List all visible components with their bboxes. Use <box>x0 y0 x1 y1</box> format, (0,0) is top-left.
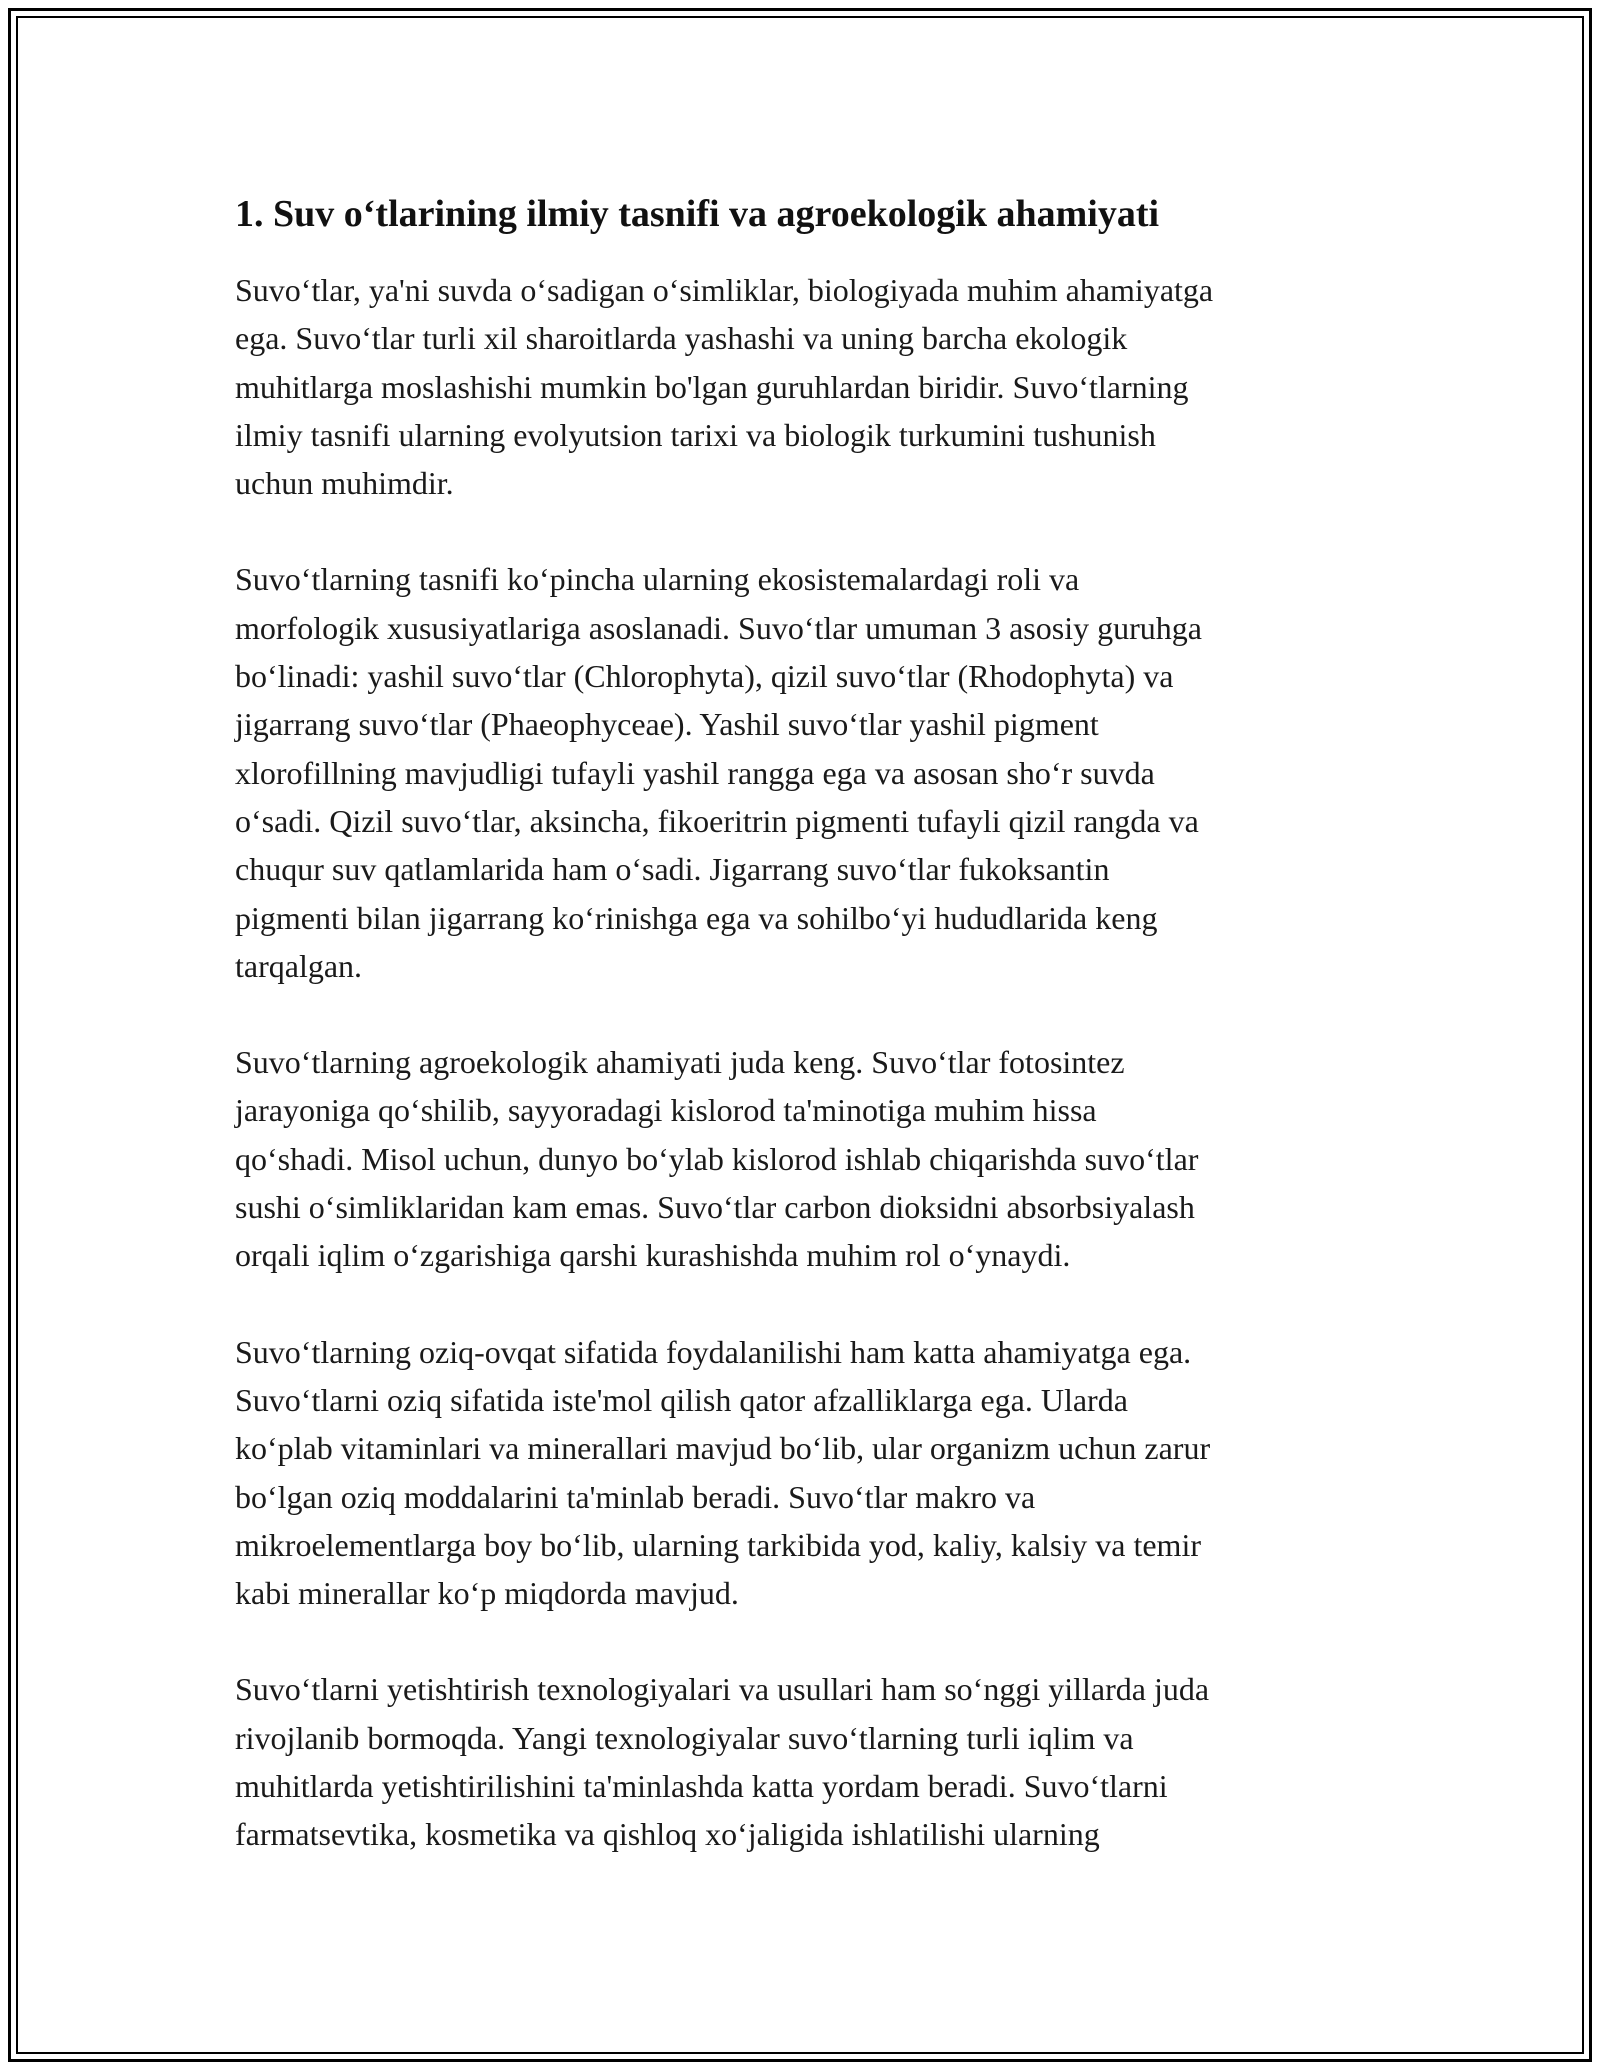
paragraph-line: orqali iqlim o‘zgarishiga qarshi kurashishda muhim rol o‘ynaydi. <box>235 1237 1071 1274</box>
section-heading: 1. Suv o‘tlarining ilmiy tasnifi va agroekologik ahamiyati <box>235 193 1160 235</box>
paragraph-line: qo‘shadi. Misol uchun, dunyo bo‘ylab kislorod ishlab chiqarishda suvo‘tlar <box>235 1140 1199 1177</box>
paragraph-2 <box>235 555 1370 990</box>
paragraph-line: o‘sadi. Qizil suvo‘tlar, aksincha, fikoeritrin pigmenti tufayli qizil rangda va <box>235 802 1199 839</box>
document-body <box>235 186 1370 1907</box>
paragraph-line: xlorofillning mavjudligi tufayli yashil rangga ega va asosan sho‘r suvda <box>235 754 1155 791</box>
paragraph-line: Suvo‘tlarni yetishtirish texnologiyalari va usullari ham so‘nggi yillarda juda <box>235 1671 1210 1708</box>
paragraph-line: Suvo‘tlarni oziq sifatida iste'mol qilish qator afzalliklarga ega. Ularda <box>235 1381 1128 1418</box>
paragraph-line: mikroelementlarga boy bo‘lib, ularning tarkibida yod, kaliy, kalsiy va temir <box>235 1526 1201 1563</box>
paragraph-line: ko‘plab vitaminlari va minerallari mavjud bo‘lib, ular organizm uchun zarur <box>235 1430 1211 1467</box>
paragraph-line: bo‘linadi: yashil suvo‘tlar (Chlorophyta), qizil suvo‘tlar (Rhodophyta) va <box>235 658 1174 695</box>
paragraph-line: jigarrang suvo‘tlar (Phaeophyceae). Yashil suvo‘tlar yashil pigment <box>235 706 1099 743</box>
paragraph-3 <box>235 1038 1370 1279</box>
paragraph-line: sushi o‘simliklaridan kam emas. Suvo‘tlar carbon dioksidni absorbsiyalash <box>235 1189 1195 1226</box>
paragraph-4 <box>235 1328 1370 1618</box>
paragraph-line: muhitlarda yetishtirilishini ta'minlashda katta yordam beradi. Suvo‘tlarni <box>235 1768 1168 1805</box>
paragraph-line: ega. Suvo‘tlar turli xil sharoitlarda yashashi va uning barcha ekologik <box>235 320 1128 357</box>
paragraph-line: uchun muhimdir. <box>235 465 454 502</box>
paragraph-line: ilmiy tasnifi ularning evolyutsion tarixi va biologik turkumini tushunish <box>235 416 1156 453</box>
paragraph-line: rivojlanib bormoqda. Yangi texnologiyalar suvo‘tlarning turli iqlim va <box>235 1719 1134 1756</box>
paragraph-line: chuqur suv qatlamlarida ham o‘sadi. Jigarrang suvo‘tlar fukoksantin <box>235 851 1110 888</box>
paragraph-line: pigmenti bilan jigarrang ko‘rinishga ega va sohilbo‘yi hududlarida keng <box>235 899 1158 936</box>
paragraph-line: tarqalgan. <box>235 947 363 984</box>
paragraph-5 <box>235 1665 1370 1858</box>
paragraph-line: kabi minerallar ko‘p miqdorda mavjud. <box>235 1575 739 1612</box>
paragraph-1 <box>235 266 1370 507</box>
paragraph-line: Suvo‘tlarning oziq-ovqat sifatida foydalanilishi ham katta ahamiyatga ega. <box>235 1333 1192 1370</box>
paragraph-line: jarayoniga qo‘shilib, sayyoradagi kislorod ta'minotiga muhim hissa <box>235 1092 1097 1129</box>
paragraph-line: muhitlarga moslashishi mumkin bo'lgan guruhlardan biridir. Suvo‘tlarning <box>235 368 1189 405</box>
paragraph-line: farmatsevtika, kosmetika va qishloq xo‘jaligida ishlatilishi ularning <box>235 1816 1100 1853</box>
paragraph-line: morfologik xususiyatlariga asoslanadi. Suvo‘tlar umuman 3 asosiy guruhga <box>235 609 1202 646</box>
paragraph-line: Suvo‘tlar, ya'ni suvda o‘sadigan o‘simliklar, biologiyada muhim ahamiyatga <box>235 272 1214 308</box>
paragraph-line: Suvo‘tlarning agroekologik ahamiyati juda keng. Suvo‘tlar fotosintez <box>235 1044 1125 1081</box>
paragraph-line: Suvo‘tlarning tasnifi ko‘pincha ularning ekosistemalardagi roli va <box>235 561 1080 598</box>
paragraph-line: bo‘lgan oziq moddalarini ta'minlab beradi. Suvo‘tlar makro va <box>235 1478 1036 1515</box>
